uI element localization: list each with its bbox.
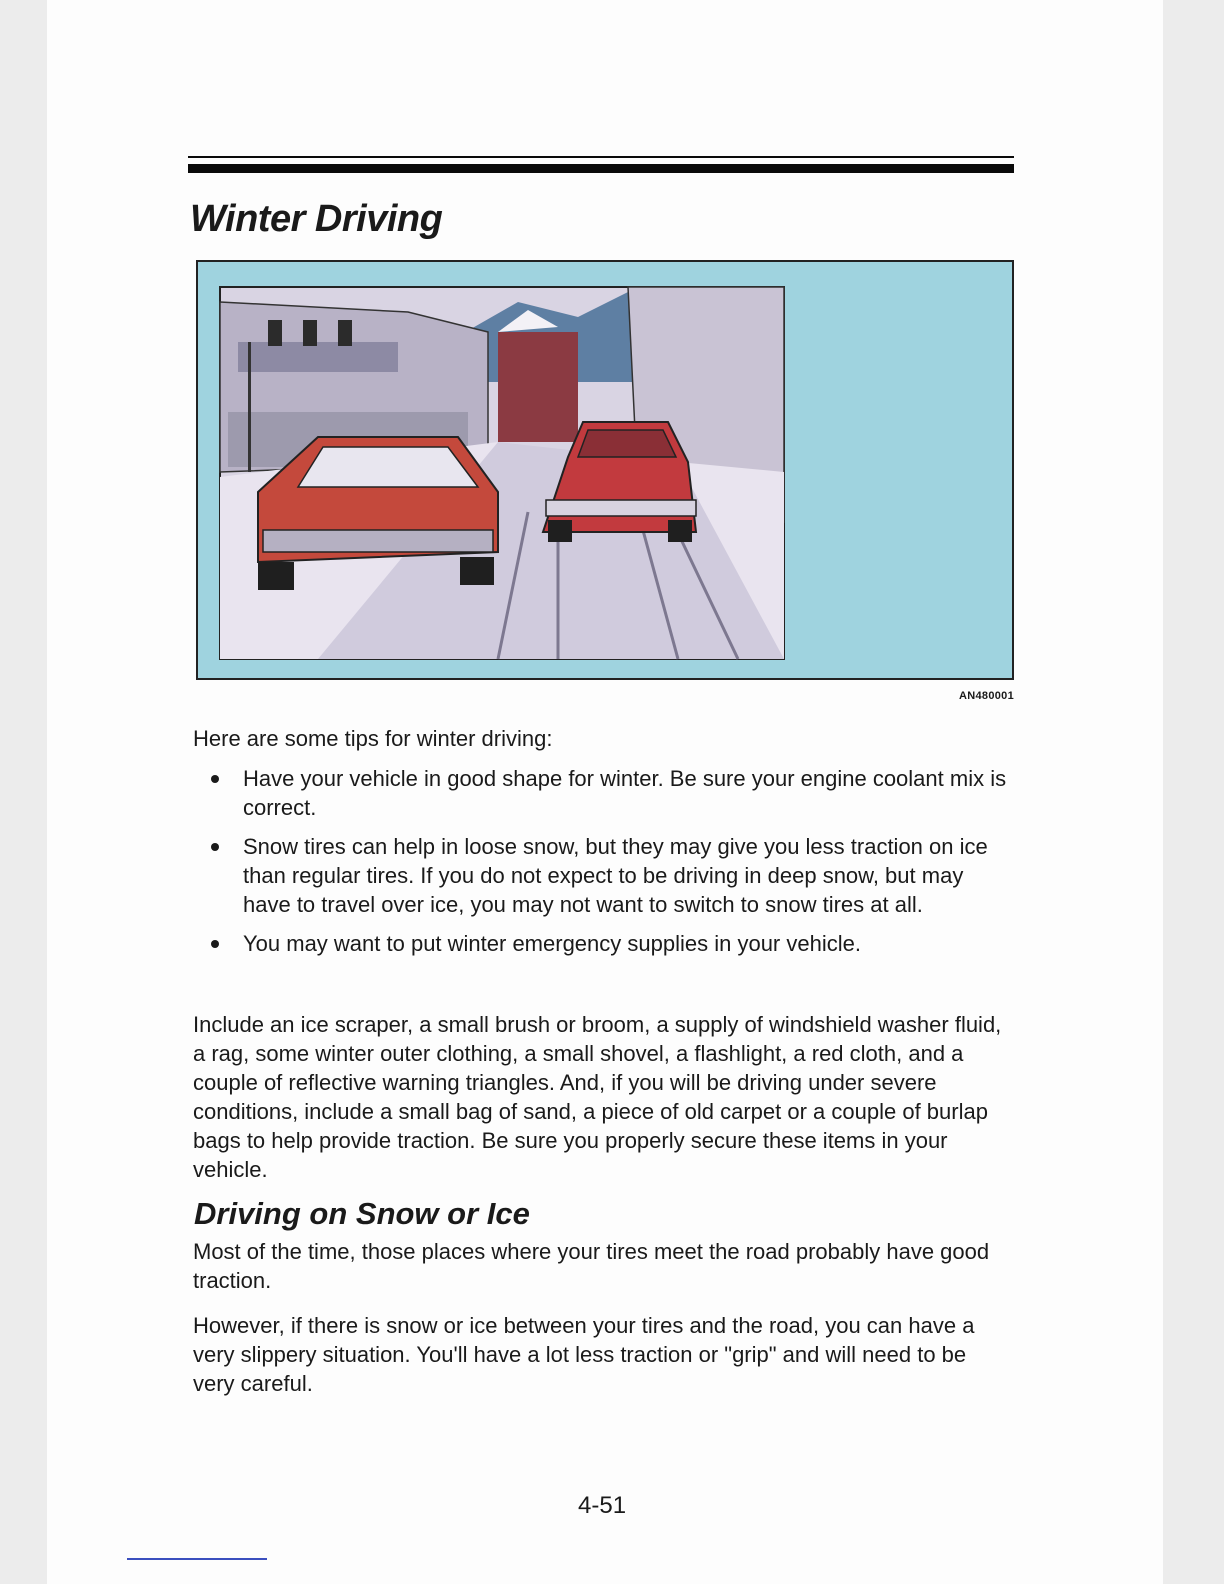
traffic-light-1: [268, 320, 282, 346]
subsection-paragraph-1: Most of the time, those places where your tires meet the road probably have good traction.: [193, 1239, 990, 1293]
illustration-drawing: [198, 262, 1012, 678]
left-car-bumper: [263, 530, 493, 552]
tip-text: Have your vehicle in good shape for winter. Be sure your engine coolant mix is correct.: [243, 766, 1007, 820]
header-rule-thick: [188, 164, 1014, 173]
tip-text: You may want to put winter emergency supplies in your vehicle.: [243, 931, 861, 956]
footer-rule: [127, 1558, 267, 1560]
bullet-icon: [211, 843, 219, 851]
bullet-icon: [211, 775, 219, 783]
list-item: [193, 832, 1013, 919]
list-item: [193, 929, 1013, 958]
traffic-light-2: [303, 320, 317, 346]
traffic-light-3: [338, 320, 352, 346]
subsection-title: Driving on Snow or Ice: [194, 1196, 530, 1231]
left-building-band: [238, 342, 398, 372]
bullet-icon: [211, 940, 219, 948]
section-title: Winter Driving: [190, 198, 443, 240]
supplies-paragraph: Include an ice scraper, a small brush or broom, a supply of windshield washer fluid, a rag, some winter outer clothing, a small shovel, a flashlight, a red cloth, and a couple of reflective warning triangles. And, if you will be driving under severe conditions, include a small bag of sand, a piece of old carpet or a couple of burlap bags to help provide traction. Be sure you properly secure these items in your vehicle.: [193, 1012, 1002, 1182]
tips-list: [193, 764, 1013, 968]
header-rule-thin: [188, 156, 1014, 158]
intro-text: Here are some tips for winter driving:: [193, 726, 553, 751]
left-car-tire-left: [258, 562, 294, 590]
right-car-bumper: [546, 500, 696, 516]
subsection-paragraph-2: However, if there is snow or ice between your tires and the road, you can have a very slippery situation. You'll have a lot less traction or "grip" and will need to be very careful.: [193, 1313, 975, 1396]
left-car-tire-right: [460, 557, 494, 585]
figure-code: AN480001: [959, 690, 1014, 702]
street-pole: [248, 342, 251, 472]
tip-text: Snow tires can help in loose snow, but they may give you less traction on ice than regular tires. If you do not expect to be driving in deep snow, but may have to travel over ice, you may not want to switch to snow tires at all.: [243, 834, 988, 917]
distant-red-building: [498, 332, 578, 442]
right-car-tire-left: [548, 520, 572, 542]
right-car-tire-right: [668, 520, 692, 542]
winter-street-illustration: [196, 260, 1014, 680]
left-car-rear-window: [298, 447, 478, 487]
page-number: 4-51: [578, 1492, 627, 1519]
right-car-rear-window: [578, 430, 676, 457]
list-item: [193, 764, 1013, 822]
